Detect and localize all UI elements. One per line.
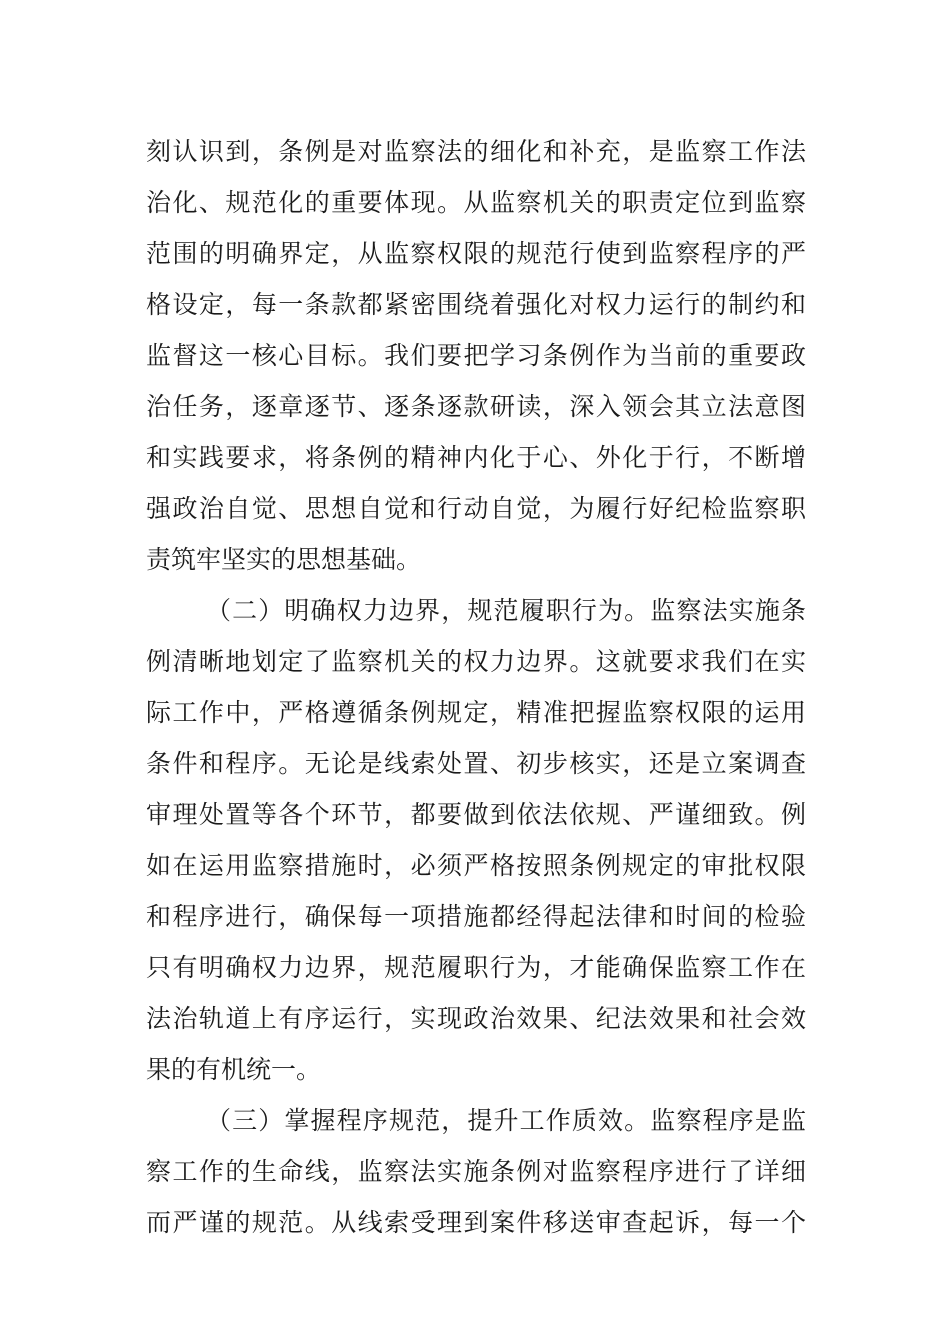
text-line: 如在运用监察措施时，必须严格按照条例规定的审批权限 [146, 851, 806, 880]
text-line: 条件和程序。无论是线索处置、初步核实，还是立案调查 [146, 749, 806, 778]
text-line: 而严谨的规范。从线索受理到案件移送审查起诉，每一个 [146, 1208, 806, 1237]
text-line: 监督这一核心目标。我们要把学习条例作为当前的重要政 [146, 341, 806, 370]
text-line: 格设定，每一条款都紧密围绕着强化对权力运行的制约和 [146, 290, 806, 319]
text-line: 责筑牢坚实的思想基础。 [146, 545, 422, 574]
section-heading-line: （二）明确权力边界，规范履职行为。监察法实施条 [206, 596, 806, 625]
text-line: 际工作中，严格遵循条例规定，精准把握监察权限的运用 [146, 698, 806, 727]
text-line: 法治轨道上有序运行，实现政治效果、纪法效果和社会效 [146, 1004, 806, 1033]
text-line: 强政治自觉、思想自觉和行动自觉，为履行好纪检监察职 [146, 494, 806, 523]
text-line: 只有明确权力边界，规范履职行为，才能确保监察工作在 [146, 953, 806, 982]
text-line: 果的有机统一。 [146, 1055, 322, 1084]
text-line: 范围的明确界定，从监察权限的规范行使到监察程序的严 [146, 239, 806, 268]
text-line: 治化、规范化的重要体现。从监察机关的职责定位到监察 [146, 188, 806, 217]
text-line: 审理处置等各个环节，都要做到依法依规、严谨细致。例 [146, 800, 806, 829]
section-heading-line: （三）掌握程序规范，提升工作质效。监察程序是监 [206, 1106, 806, 1135]
text-line: 和实践要求，将条例的精神内化于心、外化于行，不断增 [146, 443, 806, 472]
text-line: 治任务，逐章逐节、逐条逐款研读，深入领会其立法意图 [146, 392, 806, 421]
text-line: 例清晰地划定了监察机关的权力边界。这就要求我们在实 [146, 647, 806, 676]
text-line: 察工作的生命线，监察法实施条例对监察程序进行了详细 [146, 1157, 806, 1186]
text-line: 刻认识到，条例是对监察法的细化和补充，是监察工作法 [146, 137, 806, 166]
text-line: 和程序进行，确保每一项措施都经得起法律和时间的检验 [146, 902, 806, 931]
